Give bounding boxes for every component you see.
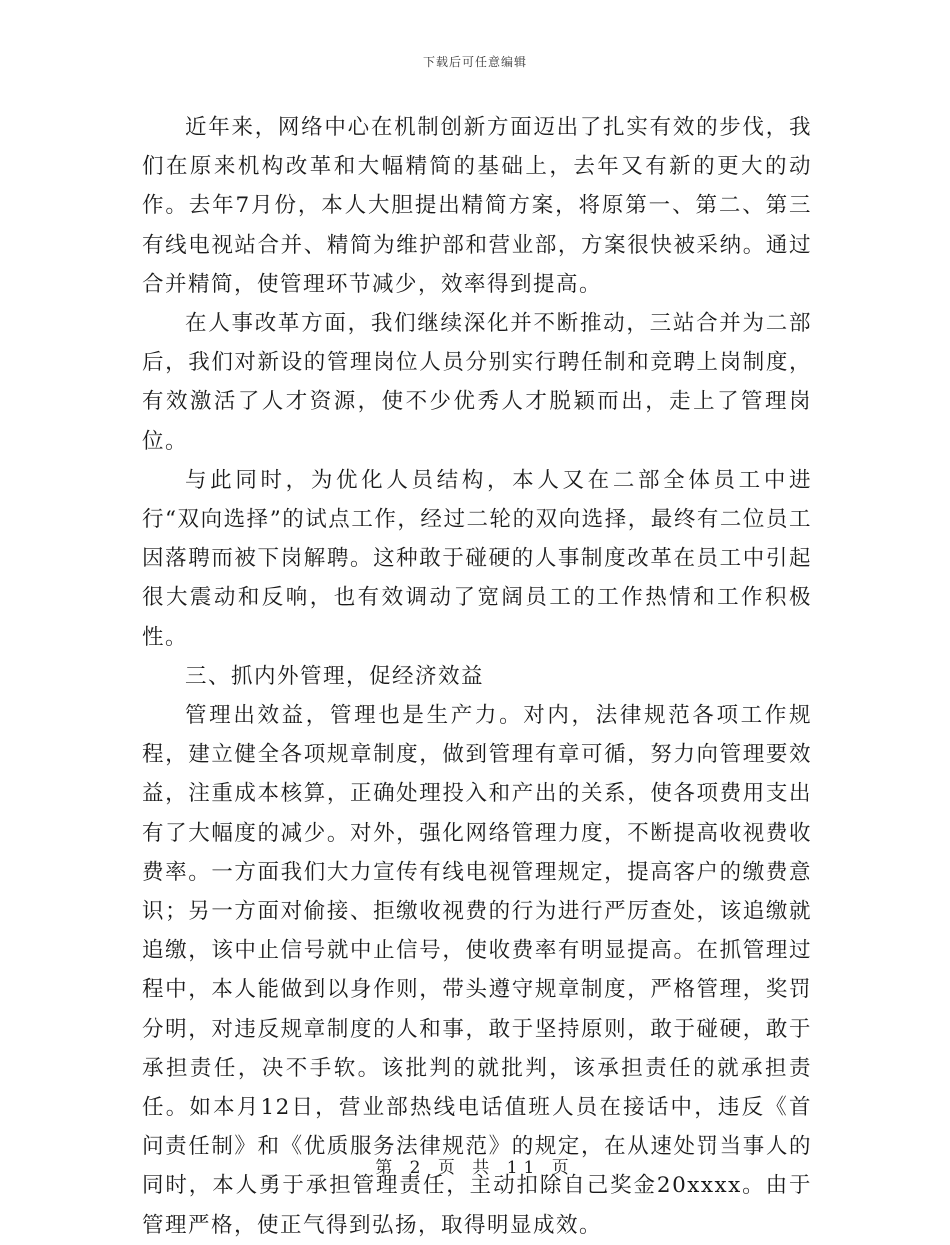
paragraph-mechanism-innovation: 近年来，网络中心在机制创新方面迈出了扎实有效的步伐，我们在原来机构改革和大幅精简的基础上，去年又有新的更大的动作。去年7月份，本人大胆提出精简方案，将原第一、第二、第三有线电视站合并、精简为维护部和营业部，方案很快被采纳。通过合并精简，使管理环节减少，效率得到提高。 — [142, 115, 812, 297]
paragraph-personnel-reform: 在人事改革方面，我们继续深化并不断推动，三站合并为二部后，我们对新设的管理岗位人员分别实行聘任制和竞聘上岗制度，有效激活了人才资源，使不少优秀人才脱颖而出，走上了管理岗位。 — [142, 311, 812, 454]
page-header: 下载后可任意编辑 — [422, 55, 527, 69]
page-number-footer: 第 2 页 共 11 页 — [375, 1158, 575, 1178]
body-text — [142, 108, 812, 1245]
paragraph-management-efficiency: 管理出效益，管理也是生产力。对内，法律规范各项工作规程，建立健全各项规章制度，做到管理有章可循，努力向管理要效益，注重成本核算，正确处理投入和产出的关系，使各项费用支出有了大幅度的减少。对外，强化网络管理力度，不断提高收视费收费率。一方面我们大力宣传有线电视管理规定，提高客户的缴费意识；另一方面对偷接、拒缴收视费的行为进行严厉查处，该追缴就追缴，该中止信号就中止信号，使收费率有明显提高。在抓管理过程中，本人能做到以身作则，带头遵守规章制度，严格管理，奖罚分明，对违反规章制度的人和事，敢于坚持原则，敢于碰硬，敢于承担责任，决不手软。该批判的就批判，该承担责任的就承担责任。如本月12日，营业部热线电话值班人员在接话中，违反《首问责任制》和《优质服务法律规范》的规定，在从速处罚当事人的同时，本人勇于承担管理责任，主动扣除自己奖金20xxxx。由于管理严格，使正气得到弘扬，取得明显成效。 — [142, 703, 812, 1238]
paragraph-two-way-selection: 与此同时，为优化人员结构，本人又在二部全体员工中进行“双向选择”的试点工作，经过二轮的双向选择，最终有二位员工因落聘而被下岗解聘。这种敢于碰硬的人事制度改革在员工中引起很大震动和反响，也有效调动了宽阔员工的工作热情和工作积极性。 — [142, 467, 812, 650]
section-heading-management: 三、抓内外管理，促经济效益 — [185, 663, 485, 689]
